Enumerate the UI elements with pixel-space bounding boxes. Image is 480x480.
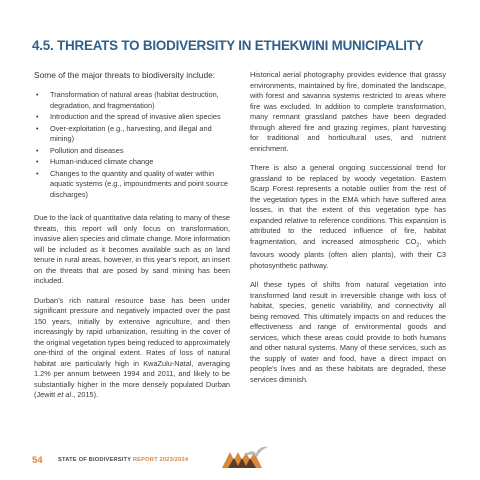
paragraph-successional-trend: There is also a general ongoing successional trend for grassland to be replaced by woody vegetation. Eastern Scarp Forest represents a notable outlier from the rest of the vegetation types in the EMA which have suffered area losses, in that the extent of this vegetation type has expanded relative to reference conditions. This expansion is attributed to the reduced influence of fire, habitat fragmentation, and increased atmospheric $CO_2$, which favours woody plants (often alien plants), with their C3 photosynthetic pathway.: [250, 163, 447, 270]
report-label: STATE OF BIODIVERSITY REPORT 2023/2024: [58, 457, 189, 463]
bullet-icon: •: [36, 123, 39, 133]
paragraph-data-lack: Due to the lack of quantitative data relating to many of these threats, this report will only focus on transformation, invasive alien species and climate change. More information will be included as it becomes available such as on land tenure in rural areas, however, in this year’s report, an insert on the threats that are posed by sand mining has been included.: [34, 213, 230, 285]
list-item: • Human-induced climate change: [36, 157, 154, 166]
list-item: • Introduction and the spread of invasive alien species: [36, 112, 221, 121]
list-item: • Pollution and diseases: [36, 145, 124, 155]
left-column: [34, 70, 230, 410]
list-item: • Over-exploitation (e.g., harvesting, and illegal and mining): [36, 123, 212, 143]
right-column: [250, 70, 446, 394]
bullet-icon: •: [36, 168, 39, 178]
bullet-icon: •: [36, 157, 39, 166]
page-title: 4.5. THREATS TO BIODIVERSITY IN ETHEKWINI MUNICIPALITY: [32, 38, 424, 53]
bird-icon: [244, 446, 268, 460]
page-number: 54: [32, 455, 43, 466]
bullet-icon: •: [36, 112, 39, 121]
list-item: • Changes to the quantity and quality of water within aquatic systems (e.g., impoundments and point source discharges): [36, 168, 228, 199]
threats-list: [34, 90, 230, 200]
list-item: • Transformation of natural areas (habitat destruction, degradation, and fragmentation): [36, 90, 219, 110]
bullet-icon: •: [36, 145, 39, 155]
paragraph-resource-base: Durban’s rich natural resource base has been under significant pressure and negatively impacted over the past 150 years, initially by extensive agriculture, and then increasingly by rapid urbanization, resulting in the cover of the original vegetation types being reduced to approximately one-third of the original extent. Rates of loss of natural habitat are particularly high in KwaZulu-Natal, averaging 1.2% per annum between 1994 and 2011, and likely to be substantially higher in the more densely populated Durban (Jewitt et al., 2015).: [34, 295, 230, 399]
paragraph-aerial-photography: Historical aerial photography provides evidence that grassy environments, maintained by fire, dominated the landscape, with forest and savanna systems restricted to areas where fire was excluded. In addition to complete transformation, many remnant grassland patches have been degraded through altered fire and grazing regimes, plant harvesting for traditional and horticultural uses, and nutrient enrichment.: [250, 70, 446, 153]
paragraph-land-shifts: All these types of shifts from natural vegetation into transformed land result in irreversible change with loss of habitat, species, genetic variability, and connectivity all being removed. This ultimately impacts on and reduces the effectiveness and range of environmental goods and services, which these areas could provide to both humans and other natural systems. Many of these services, such as the supply of water and food, have a direct impact on people’s lives and as these habitats are degraded, these services diminish.: [250, 280, 446, 384]
threats-lead: Some of the major threats to biodiversity include:: [34, 70, 216, 80]
bullet-icon: •: [36, 90, 39, 99]
